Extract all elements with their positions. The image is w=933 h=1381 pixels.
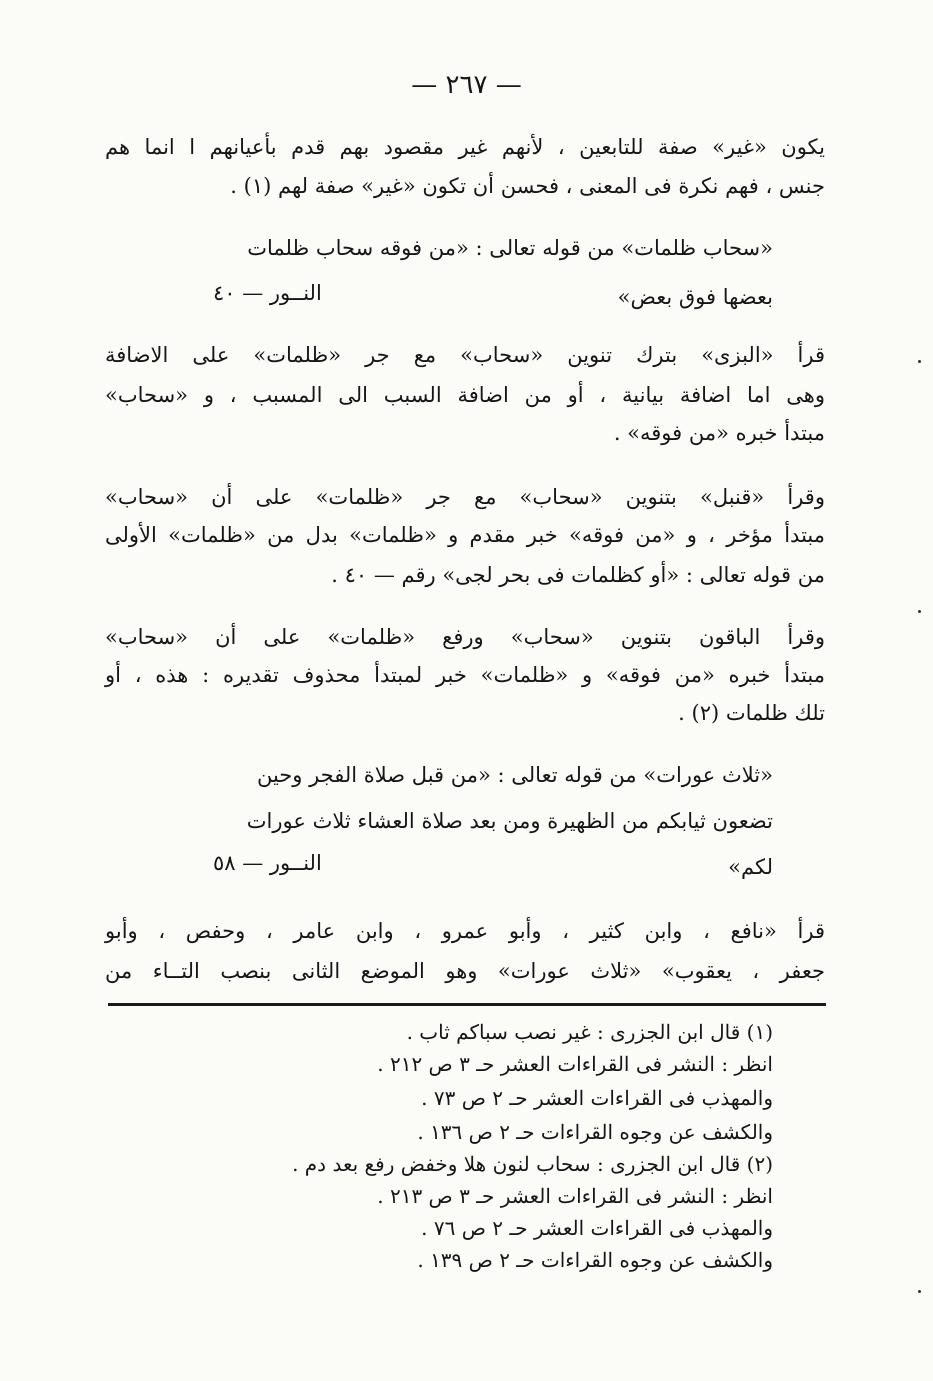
body-line: من قوله تعالى : «أو كظلمات فى بحر لجى» رقم — ٤٠ . (331, 563, 825, 587)
body-line: جنس ، فهم نكرة فى المعنى ، فحسن أن تكون «غير» صفة لهم (١) . (230, 174, 825, 198)
body-line: جعفر ، يعقوب» «ثلاث عورات» وهو الموضع الثانى بنصب التــاء من (105, 959, 825, 983)
footnote-line: (١) قال ابن الجزرى : غير نصب سباكم ثاب . (406, 1020, 773, 1044)
body-line: يكون «غير» صفة للتابعين ، لأنهم غير مقصود بهم قدم بأعيانهم ا انما هم (105, 135, 825, 159)
footnote-line: والكشف عن وجوه القراءات حـ ٢ ص ١٣٦ . (417, 1120, 773, 1144)
footnote-line: والمهذب فى القراءات العشر حـ ٢ ص ٧٣ . (421, 1086, 773, 1110)
page-number: — ٢٦٧ — (411, 70, 522, 100)
quran-quote-line: «سحاب ظلمات» من قوله تعالى : «من فوقه سحاب ظلمات (247, 236, 773, 260)
scan-speck (918, 610, 921, 613)
body-line: قرأ «نافع ، وابن كثير ، وأبو عمرو ، وابن عامر ، وحفص ، وأبو (105, 919, 825, 943)
body-line: وقرأ «قنبل» بتنوين «سحاب» مع جر «ظلمات» على أن «سحاب» (105, 485, 825, 509)
body-line: مبتدأ مؤخر ، و «من فوقه» خبر مقدم و «ظلمات» بدل من «ظلمات» الأولى (105, 523, 825, 547)
footnote-line: والكشف عن وجوه القراءات حـ ٢ ص ١٣٩ . (417, 1248, 773, 1272)
surah-reference: النــور — ٤٠ (213, 281, 322, 305)
footnote-line: انظر : النشر فى القراءات العشر حـ ٣ ص ٢١٣ . (377, 1184, 773, 1208)
body-line: وهى اما اضافة بيانية ، أو من اضافة السبب الى المسبب ، و «سحاب» (105, 383, 825, 407)
body-line: قرأ «البزى» بترك تنوين «سحاب» مع جر «ظلمات» على الاضافة (105, 343, 825, 367)
scan-speck (918, 360, 921, 363)
quran-quote-line: تضعون ثيابكم من الظهيرة ومن بعد صلاة العشاء ثلاث عورات (246, 809, 773, 833)
body-line: وقرأ الباقون بتنوين «سحاب» ورفع «ظلمات» على أن «سحاب» (105, 625, 825, 649)
footnote-line: انظر : النشر فى القراءات العشر حـ ٣ ص ٢١٢ . (377, 1052, 773, 1076)
body-line: تلك ظلمات (٢) . (678, 701, 825, 725)
surah-reference: النــور — ٥٨ (213, 851, 322, 875)
body-line: مبتدأ خبره «من فوقه» . (613, 421, 825, 445)
body-line: مبتدأ خبره «من فوقه» و «ظلمات» خبر لمبتدأ محذوف تقديره : هذه ، أو (105, 663, 825, 687)
quran-quote-line: بعضها فوق بعض» (617, 285, 773, 309)
quran-quote-line: «ثلاث عورات» من قوله تعالى : «من قبل صلاة الفجر وحين (256, 763, 773, 787)
footnote-line: (٢) قال ابن الجزرى : سحاب لنون هلا وخفض رفع بعد دم . (292, 1152, 773, 1176)
footnote-separator (108, 1003, 826, 1006)
quran-quote-line: لكم» (728, 855, 773, 879)
footnote-line: والمهذب فى القراءات العشر حـ ٢ ص ٧٦ . (421, 1216, 773, 1240)
scan-speck (918, 1290, 921, 1293)
